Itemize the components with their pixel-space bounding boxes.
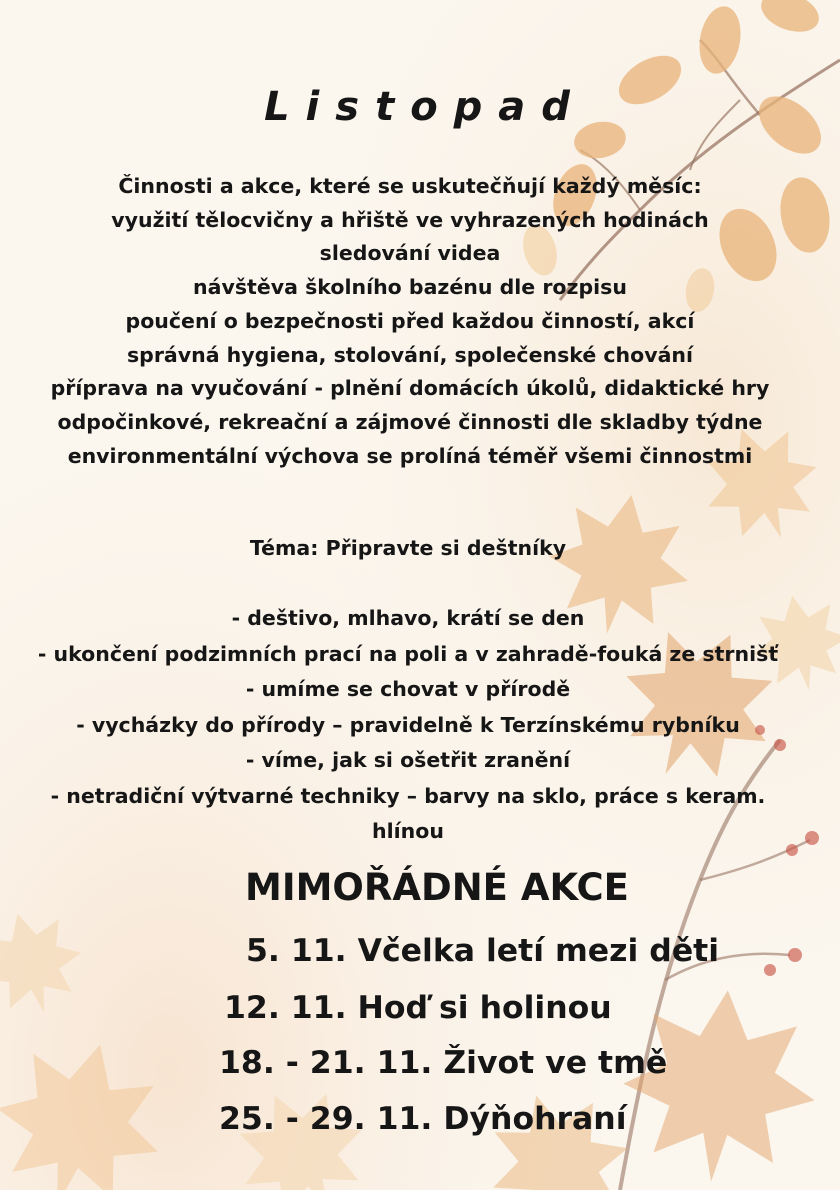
- monthly-line: využití tělocvičny a hřiště ve vyhrazených hodinách: [111, 207, 709, 232]
- theme-heading: Téma: Připravte si deštníky: [249, 536, 567, 560]
- monthly-line: odpočinkové, rekreační a zájmové činnosti dle skladby týdne: [57, 409, 763, 434]
- special-event: 18. - 21. 11. Život ve tmě: [219, 1045, 668, 1081]
- topic-list: [0, 601, 816, 850]
- topic-line: - deštivo, mlhavo, krátí se den: [231, 606, 585, 630]
- monthly-line: sledování videa: [319, 241, 501, 266]
- monthly-activities: [0, 170, 820, 473]
- special-events-heading: MIMOŘÁDNÉ AKCE: [245, 866, 629, 909]
- monthly-line: správná hygiena, stolování, společenské chování: [126, 342, 694, 367]
- topic-line: hlínou: [372, 819, 444, 843]
- topic-line: - víme, jak si ošetřit zranění: [245, 748, 571, 772]
- monthly-line: Činnosti a akce, které se uskutečňují každý měsíc:: [118, 174, 702, 198]
- monthly-line: příprava na vyučování - plnění domácích úkolů, didaktické hry: [50, 376, 770, 401]
- special-event: 12. 11. Hoď si holinou: [224, 990, 612, 1026]
- monthly-line: poučení o bezpečnosti před každou činností, akcí: [125, 308, 695, 333]
- topic-line: - umíme se chovat v přírodě: [245, 677, 571, 701]
- special-event: 25. - 29. 11. Dýňohraní: [219, 1101, 627, 1137]
- monthly-line: environmentální výchova se prolíná téměř všemi činnostmi: [67, 443, 753, 468]
- page-title: Listopad: [264, 84, 586, 130]
- special-event: 5. 11. Včelka letí mezi děti: [246, 933, 720, 969]
- topic-line: - vycházky do přírody – pravidelně k Terzínskému rybníku: [76, 712, 740, 737]
- topic-line: - ukončení podzimních prací na poli a v zahradě-fouká ze strnišť: [37, 641, 779, 666]
- monthly-line: návštěva školního bazénu dle rozpisu: [193, 275, 627, 300]
- topic-line: - netradiční výtvarné techniky – barvy na sklo, práce s keram.: [50, 783, 766, 808]
